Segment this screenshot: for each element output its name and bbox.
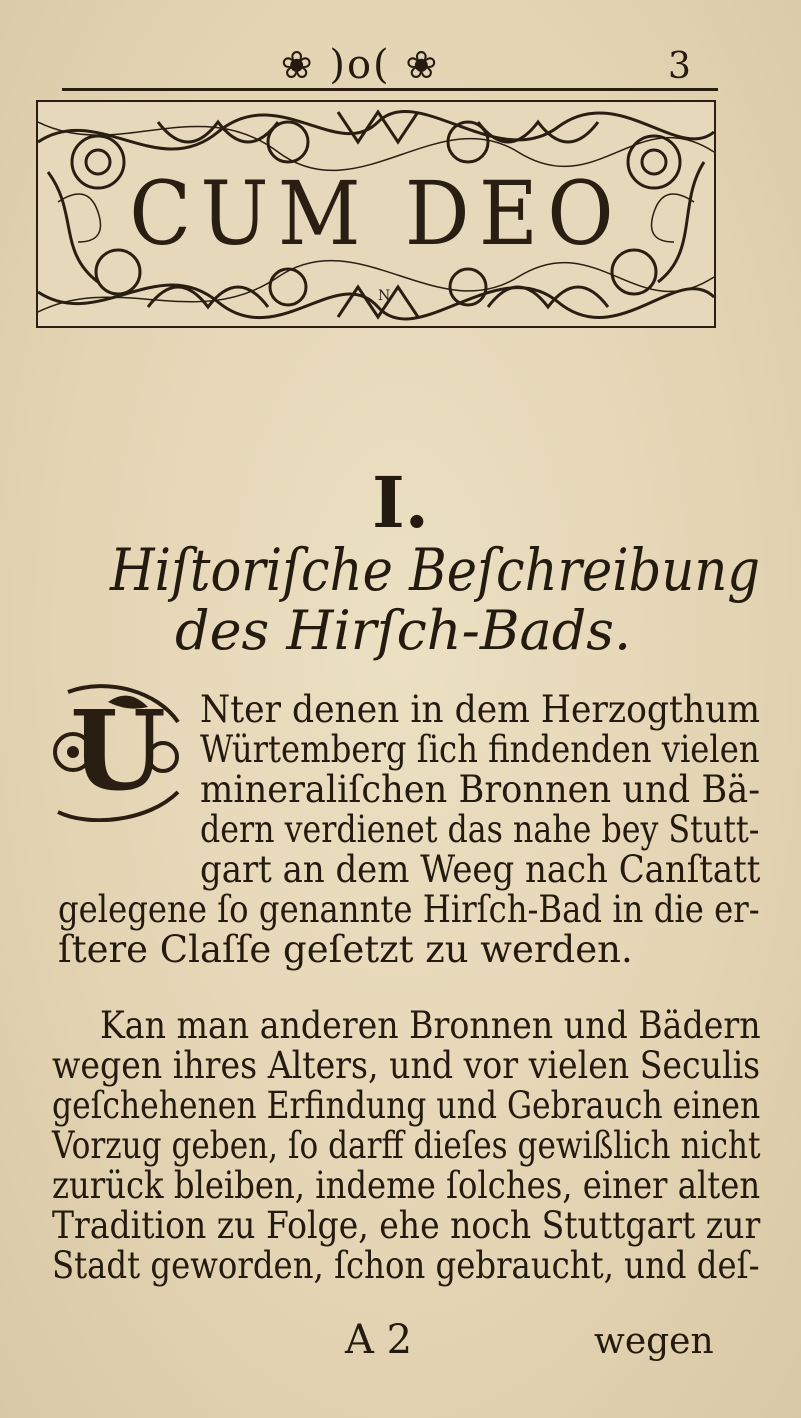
text-line: mineraliſchen Bronnen und Bä- [200, 768, 761, 811]
text-line: Vorzug geben, ſo darff dieſes gewißlich nicht [52, 1124, 761, 1167]
text-line: Würtemberg ſich findenden vielen [200, 728, 760, 771]
signature-mark: A 2 [345, 1317, 413, 1363]
banner-motto: CUM DEO [129, 162, 623, 265]
text-line: Kan man anderen Bronnen und Bädern [100, 1004, 761, 1047]
banner-small-initial: N [378, 288, 391, 304]
initial-letter: U [70, 686, 166, 815]
text-line: ſtere Claſſe geſetzt zu werden. [58, 928, 633, 971]
chapter-heading-line2: des Hirſch-Bads. [175, 599, 632, 662]
text-line: gelegene ſo genannte Hirſch-Bad in die er- [58, 888, 760, 931]
text-line: gart an dem Weeg nach Canſtatt [200, 848, 761, 891]
header-rule [62, 88, 718, 91]
running-header [0, 38, 801, 88]
text-line: geſchehenen Erfindung und Gebrauch einen [52, 1084, 761, 1127]
chapter-heading-line1: Hiſtoriſche Beſchreibung [110, 536, 761, 604]
text-line: zurück bleiben, indeme ſolches, einer alten [52, 1164, 761, 1207]
text-line: Tradition zu Folge, ehe noch Stuttgart zur [52, 1204, 761, 1247]
text-line: wegen ihres Alters, und vor vielen Seculis [52, 1044, 761, 1087]
text-line: dern verdienet das nahe bey Stutt- [200, 808, 760, 851]
flower-ornament-icon: ❀ [280, 43, 315, 87]
ornamental-banner [36, 100, 716, 328]
chapter-numeral: I. [371, 461, 430, 544]
decorated-initial [48, 682, 188, 822]
flower-ornament-icon: ❀ [405, 43, 440, 87]
running-title [230, 42, 490, 88]
page-number: 3 [668, 46, 691, 87]
text-line: Stadt geworden, ſchon gebraucht, und deſ- [52, 1244, 760, 1287]
running-title-text: )o( [329, 42, 391, 88]
catchword: wegen [594, 1321, 714, 1362]
text-line: Nter denen in dem Herzogthum [200, 688, 761, 731]
